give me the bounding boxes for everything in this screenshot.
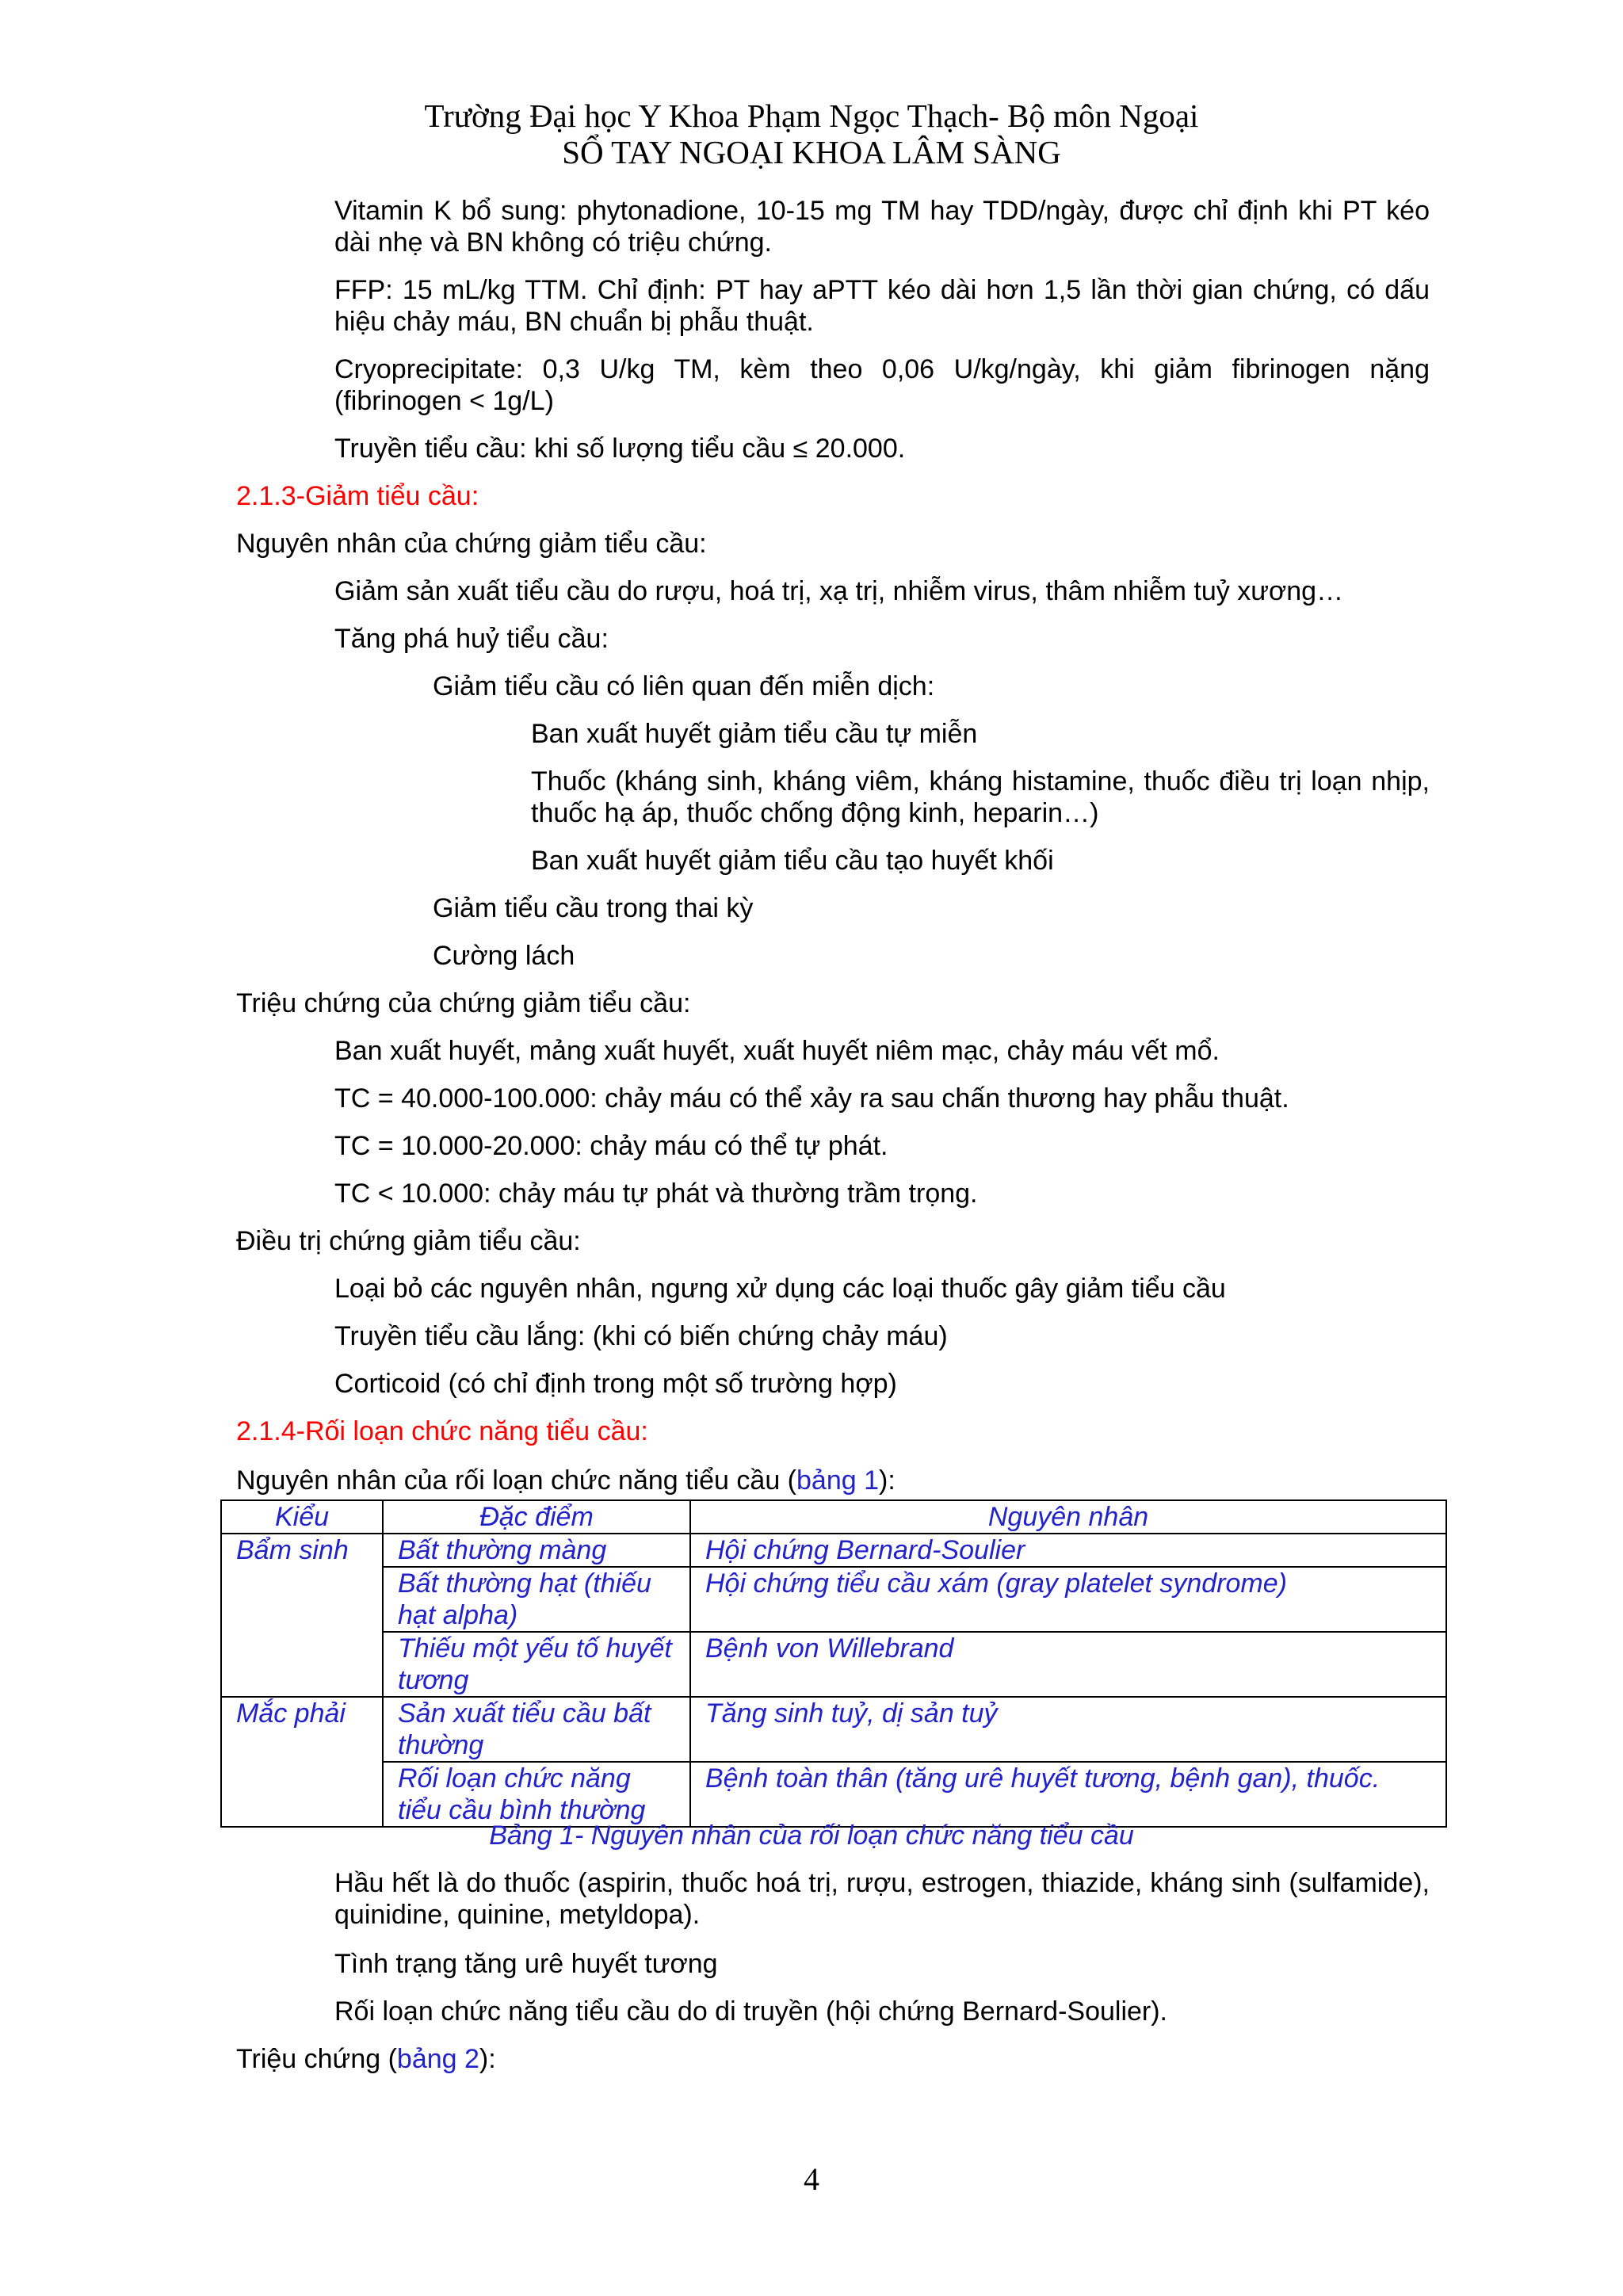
paragraph-cryoprecipitate: Cryoprecipitate: 0,3 U/kg TM, kèm theo 0,06 U/kg/ngày, khi giảm fibrinogen nặng (fibrinogen < 1g/L) bbox=[334, 354, 1430, 416]
table-header-kieu: Kiểu bbox=[221, 1500, 383, 1534]
cause-item-2a3: Ban xuất huyết giảm tiểu cầu tạo huyết khối bbox=[531, 846, 1054, 876]
cause-title: Nguyên nhân của chứng giảm tiểu cầu: bbox=[236, 529, 707, 559]
symptom-item-4: TC < 10.000: chảy máu tự phát và thường trầm trọng. bbox=[334, 1179, 978, 1209]
treatment-item-3: Corticoid (có chỉ định trong một số trường hợp) bbox=[334, 1369, 897, 1399]
table-row bbox=[221, 1697, 1446, 1762]
cause-item-2b: Giảm tiểu cầu trong thai kỳ bbox=[433, 893, 754, 923]
table-cell-kieu: Bẩm sinh bbox=[221, 1534, 383, 1567]
table-cell-kieu bbox=[221, 1567, 383, 1632]
table-header-dac-diem: Đặc điểm bbox=[383, 1500, 690, 1534]
cause-item-2a2: Thuốc (kháng sinh, kháng viêm, kháng histamine, thuốc điều trị loạn nhịp, thuốc hạ áp, thuốc chống động kinh, heparin…) bbox=[531, 766, 1430, 828]
table-cell-dac-diem: Thiếu một yếu tố huyết tương bbox=[383, 1632, 690, 1697]
paragraph-ffp: FFP: 15 mL/kg TTM. Chỉ định: PT hay aPTT kéo dài hơn 1,5 lần thời gian chứng, có dấu hiệu chảy máu, BN chuẩn bị phẫu thuật. bbox=[334, 275, 1430, 337]
dysfunction-cause-text: Nguyên nhân của rối loạn chức năng tiểu cầu ( bbox=[236, 1465, 796, 1496]
cause-item-2a: Giảm tiểu cầu có liên quan đến miễn dịch: bbox=[433, 671, 935, 701]
symptom-table-2-text: Triệu chứng ( bbox=[236, 2044, 397, 2074]
table-row bbox=[221, 1762, 1446, 1827]
treatment-item-1: Loại bỏ các nguyên nhân, ngưng xử dụng các loại thuốc gây giảm tiểu cầu bbox=[334, 1274, 1226, 1304]
table-1-platelet-dysfunction-causes bbox=[220, 1499, 1447, 1828]
table-cell-nguyen-nhan: Hội chứng Bernard-Soulier bbox=[690, 1534, 1446, 1567]
table-cell-kieu bbox=[221, 1632, 383, 1697]
treatment-item-2: Truyền tiểu cầu lắng: (khi có biến chứng chảy máu) bbox=[334, 1321, 948, 1351]
dysfunction-cause-title bbox=[236, 1465, 896, 1496]
table-cell-dac-diem: Bất thường hạt (thiếu hạt alpha) bbox=[383, 1567, 690, 1632]
table-row bbox=[221, 1534, 1446, 1567]
paragraph-genetic: Rối loạn chức năng tiểu cầu do di truyền (hội chứng Bernard-Soulier). bbox=[334, 1996, 1167, 2027]
symptom-item-3: TC = 10.000-20.000: chảy máu có thể tự phát. bbox=[334, 1131, 888, 1161]
symptom-table-2-suffix: ): bbox=[479, 2044, 496, 2074]
table-cell-dac-diem: Rối loạn chức năng tiểu cầu bình thường bbox=[383, 1762, 690, 1827]
table-cell-nguyen-nhan: Tăng sinh tuỷ, dị sản tuỷ bbox=[690, 1697, 1446, 1762]
table-2-link[interactable]: bảng 2 bbox=[396, 2044, 479, 2074]
section-heading-2-1-4: 2.1.4-Rối loạn chức năng tiểu cầu: bbox=[236, 1416, 648, 1446]
page-number: 4 bbox=[804, 2161, 819, 2197]
cause-item-2: Tăng phá huỷ tiểu cầu: bbox=[334, 624, 609, 654]
table-cell-dac-diem: Bất thường màng bbox=[383, 1534, 690, 1567]
symptom-item-2: TC = 40.000-100.000: chảy máu có thể xảy ra sau chấn thương hay phẫu thuật. bbox=[334, 1083, 1289, 1114]
cause-item-1: Giảm sản xuất tiểu cầu do rượu, hoá trị, xạ trị, nhiễm virus, thâm nhiễm tuỷ xương… bbox=[334, 576, 1344, 606]
symptom-title: Triệu chứng của chứng giảm tiểu cầu: bbox=[236, 988, 691, 1018]
table-cell-nguyen-nhan: Bệnh toàn thân (tăng urê huyết tương, bệnh gan), thuốc. bbox=[690, 1762, 1446, 1827]
table-cell-nguyen-nhan: Bệnh von Willebrand bbox=[690, 1632, 1446, 1697]
paragraph-platelet-transfusion: Truyền tiểu cầu: khi số lượng tiểu cầu ≤ 20.000. bbox=[334, 434, 906, 464]
table-1-caption: Bảng 1- Nguyên nhân của rối loạn chức năng tiểu cầu bbox=[489, 1820, 1134, 1851]
section-heading-2-1-3: 2.1.3-Giảm tiểu cầu: bbox=[236, 481, 479, 511]
table-1-link[interactable]: bảng 1 bbox=[796, 1465, 879, 1496]
table-row bbox=[221, 1632, 1446, 1697]
table-header-row bbox=[221, 1500, 1446, 1534]
cause-item-2c: Cường lách bbox=[433, 941, 575, 971]
paragraph-uremia: Tình trạng tăng urê huyết tương bbox=[334, 1949, 718, 1979]
treatment-title: Điều trị chứng giảm tiểu cầu: bbox=[236, 1226, 581, 1256]
table-cell-kieu: Mắc phải bbox=[221, 1697, 383, 1762]
symptom-item-1: Ban xuất huyết, mảng xuất huyết, xuất huyết niêm mạc, chảy máu vết mổ. bbox=[334, 1036, 1220, 1066]
table-cell-dac-diem: Sản xuất tiểu cầu bất thường bbox=[383, 1697, 690, 1762]
table-row bbox=[221, 1567, 1446, 1632]
table-header-nguyen-nhan: Nguyên nhân bbox=[690, 1500, 1446, 1534]
header-school: Trường Đại học Y Khoa Phạm Ngọc Thạch- Bộ môn Ngoại bbox=[424, 97, 1199, 134]
header-title: SỔ TAY NGOẠI KHOA LÂM SÀNG bbox=[562, 134, 1061, 170]
table-cell-nguyen-nhan: Hội chứng tiểu cầu xám (gray platelet syndrome) bbox=[690, 1567, 1446, 1632]
paragraph-drug-causes: Hầu hết là do thuốc (aspirin, thuốc hoá trị, rượu, estrogen, thiazide, kháng sinh (sulfamide), quinidine, quinine, metyldopa). bbox=[334, 1868, 1430, 1930]
symptom-table-2-title bbox=[236, 2043, 496, 2075]
dysfunction-cause-suffix: ): bbox=[879, 1465, 896, 1496]
paragraph-vitamin-k: Vitamin K bổ sung: phytonadione, 10-15 mg TM hay TDD/ngày, được chỉ định khi PT kéo dài nhẹ và BN không có triệu chứng. bbox=[334, 196, 1430, 258]
table-cell-kieu bbox=[221, 1762, 383, 1827]
cause-item-2a1: Ban xuất huyết giảm tiểu cầu tự miễn bbox=[531, 719, 978, 749]
